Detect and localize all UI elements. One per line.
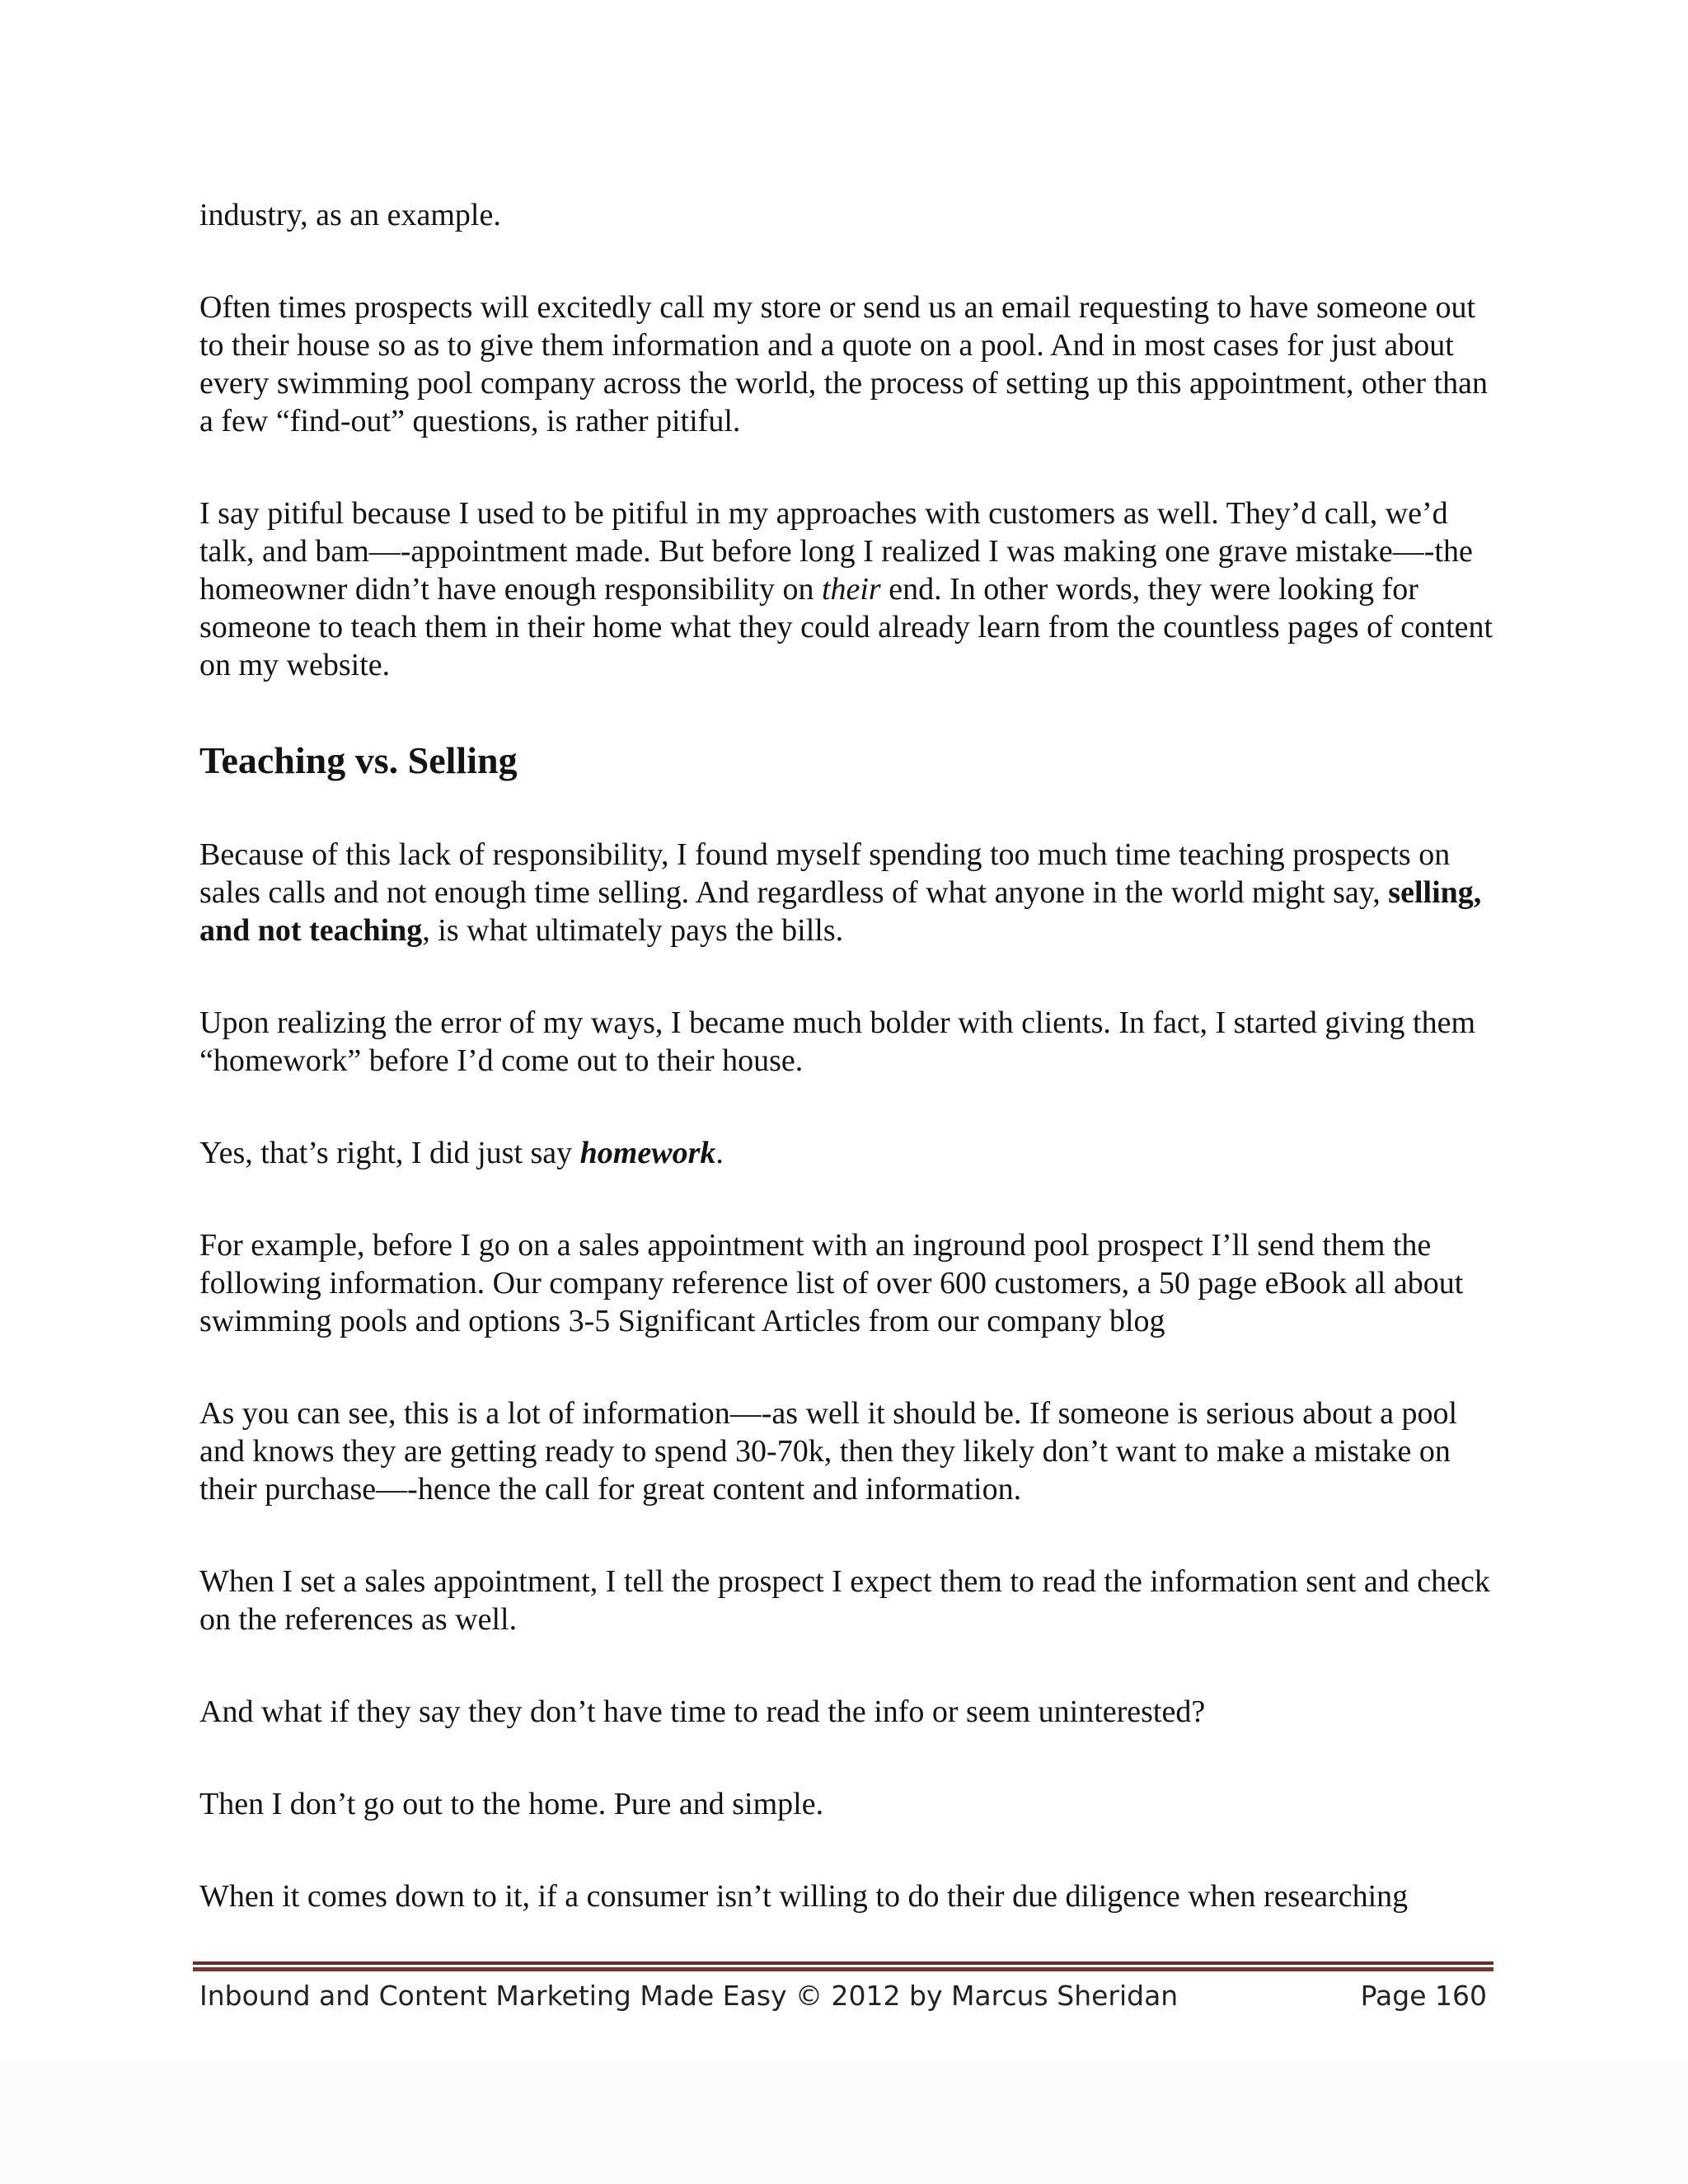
- paragraph-homework: [199, 1134, 1493, 1172]
- paragraph-text: I say pitiful because I used to be pitiful in my approaches with customers as well. They’d call, we’d talk, and bam—-appointment made. But before long I realized I was making one grave mistake—-the homeowner didn’t have enough responsibility on: [199, 496, 1473, 607]
- page-body: [199, 196, 1493, 1970]
- page-footer: [193, 1961, 1493, 2012]
- paragraph-responsibility: [199, 836, 1493, 949]
- paragraph-example: For example, before I go on a sales appointment with an inground pool prospect I’ll send them the following information. Our company reference list of over 600 customers, a 50 page eBook all about swimming pools and options 3-5 Significant Articles from our company blog: [199, 1228, 1464, 1338]
- paragraph-information: As you can see, this is a lot of information—-as well it should be. If someone is serious about a pool and knows they are getting ready to spend 30-70k, then they likely don’t want to make a mistake on their purchase—-hence the call for great content and information.: [199, 1396, 1458, 1507]
- paragraph-text: , is what ultimately pays the bills.: [422, 913, 844, 948]
- bold-selling-not-teaching: selling, and not teaching: [199, 875, 1482, 948]
- paragraph-bolder: Upon realizing the error of my ways, I became much bolder with clients. In fact, I started giving them “homework” before I’d come out to their house.: [199, 1005, 1475, 1078]
- paragraph-question: And what if they say they don’t have time to read the info or seem uninterested?: [199, 1694, 1206, 1729]
- paragraph-text: .: [715, 1136, 724, 1170]
- paragraph-text: end. In other words, they were looking for someone to teach them in their home what they could already learn from the countless pages of content on my website.: [199, 572, 1493, 682]
- paragraph-text: Yes, that’s right, I did just say: [199, 1136, 580, 1170]
- homework-emphasis: homework: [579, 1136, 716, 1170]
- footer-rule: [193, 1961, 1493, 1965]
- section-heading: Teaching vs. Selling: [199, 739, 518, 781]
- paragraph-due-diligence: When it comes down to it, if a consumer isn’t willing to do their due diligence when researching: [199, 1879, 1409, 1914]
- bold-italic-homework: [580, 1136, 716, 1170]
- footer-title: Inbound and Content Marketing Made Easy © 2012 by Marcus Sheridan: [199, 1980, 1179, 2012]
- emphasis-their: their: [821, 572, 881, 607]
- paragraph-pure-simple: Then I don’t go out to the home. Pure and simple.: [199, 1787, 824, 1821]
- footer-row: [193, 1971, 1493, 2012]
- paragraph-text: Because of this lack of responsibility, I found myself spending too much time teaching prospects on sales calls and not enough time selling. And regardless of what anyone in the world might say,: [199, 837, 1451, 910]
- paragraph-pitiful: [199, 494, 1493, 684]
- page-bottom-shade: [0, 2060, 1688, 2184]
- page-number: Page 160: [1360, 1980, 1487, 2012]
- paragraph-prospects-call: Often times prospects will excitedly call my store or send us an email requesting to have someone out to their house so as to give them information and a quote on a pool. And in most cases for just about every swimming pool company across the world, the process of setting up this appointment, other than a few “find-out” questions, is rather pitiful.: [199, 290, 1488, 438]
- paragraph-continuation: industry, as an example.: [199, 198, 501, 232]
- paragraph-appointment: When I set a sales appointment, I tell the prospect I expect them to read the information sent and check on the references as well.: [199, 1564, 1490, 1637]
